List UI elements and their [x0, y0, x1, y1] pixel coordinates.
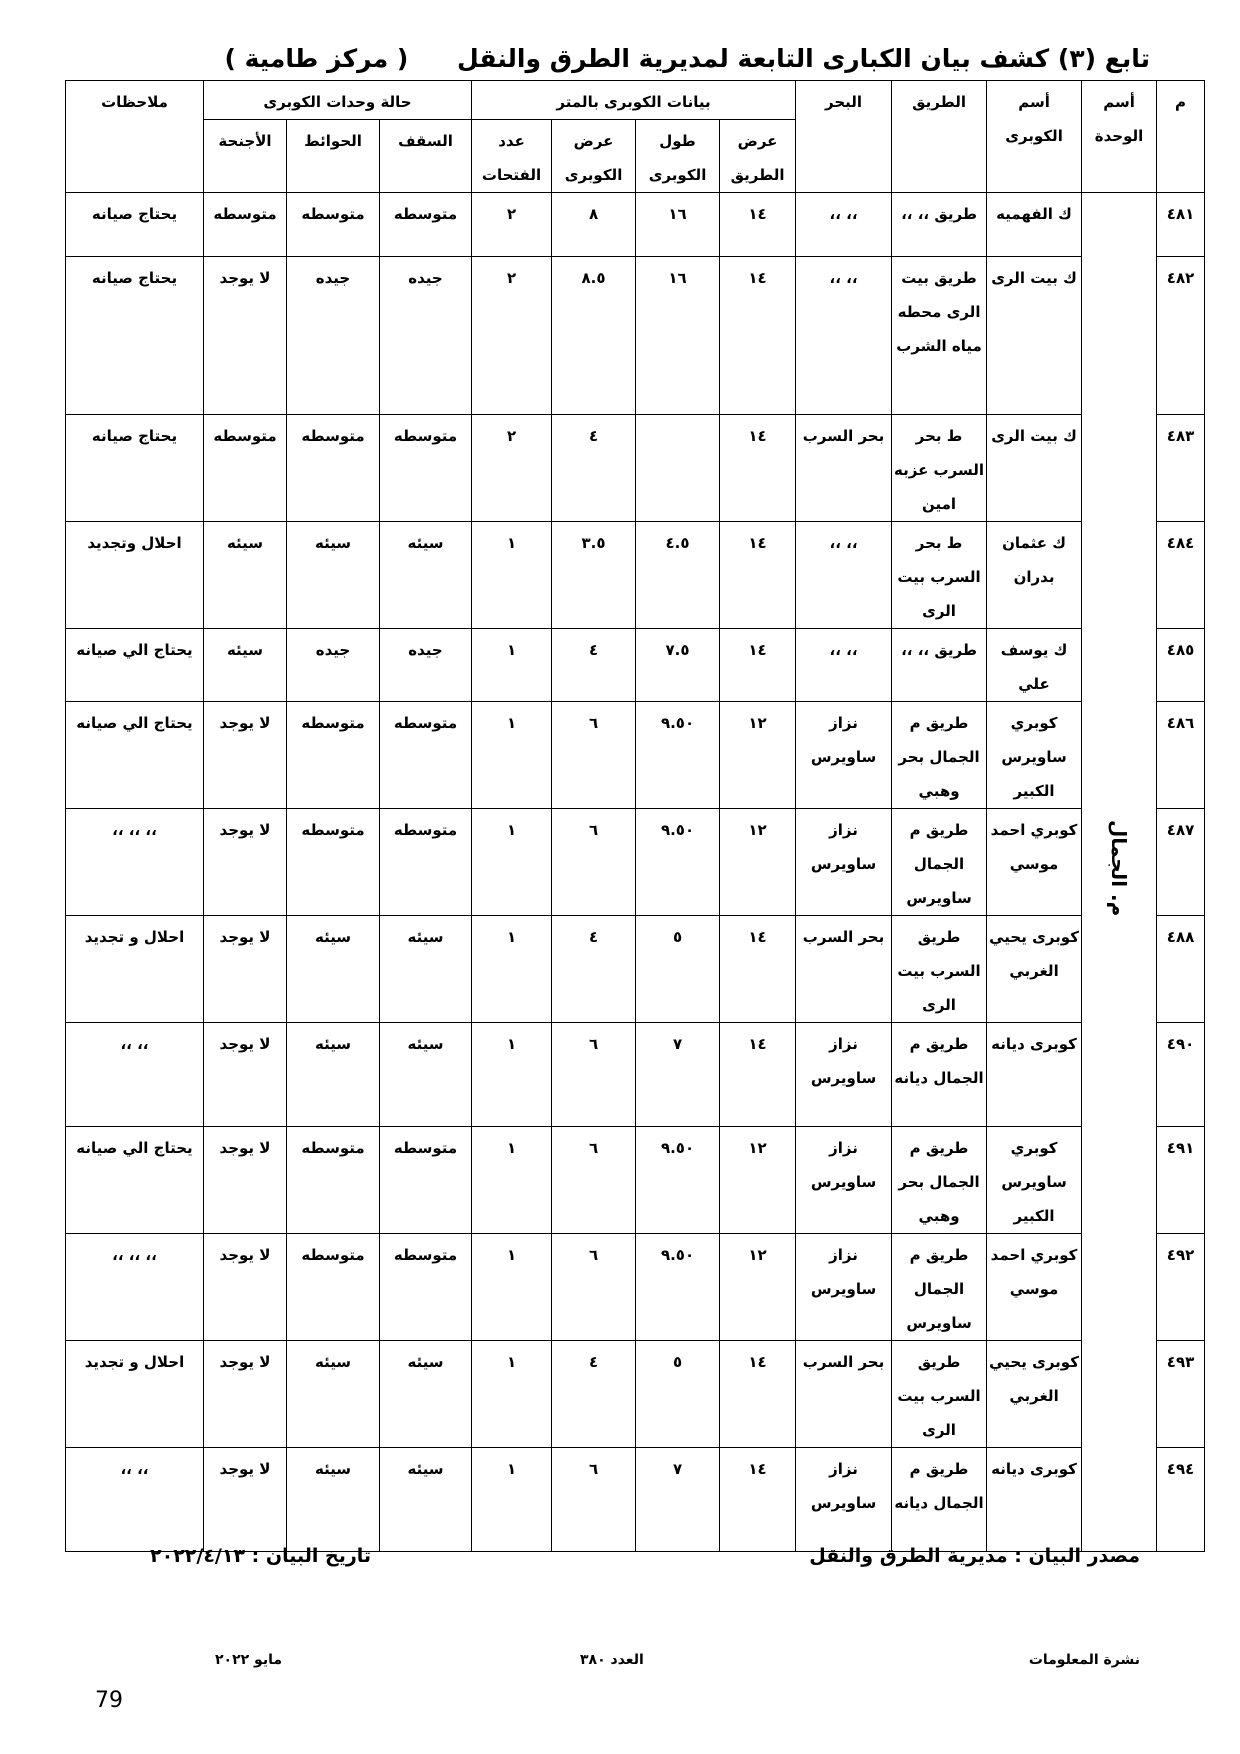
cell-wings: لا يوجد	[204, 1023, 287, 1127]
cell-length: ٩.٥٠	[636, 1127, 720, 1234]
cell-roof: سيئه	[380, 1448, 472, 1552]
cell-notes: ،، ،، ،،	[66, 809, 204, 916]
table-row	[66, 629, 1205, 702]
cell-bridge: كوبري ساويرس الكبير	[987, 1127, 1082, 1234]
cell-m: ٤٩٠	[1157, 1023, 1205, 1127]
cell-road-width: ١٤	[720, 916, 796, 1023]
cell-wings: سيئه	[204, 522, 287, 629]
cell-width: ٦	[552, 1127, 636, 1234]
cell-m: ٤٨٦	[1157, 702, 1205, 809]
cell-sea: ،، ،،	[796, 193, 892, 257]
cell-openings: ١	[472, 702, 552, 809]
cell-roof: متوسطه	[380, 415, 472, 522]
table-row	[66, 1234, 1205, 1341]
cell-notes: يحتاج الي صيانه	[66, 629, 204, 702]
cell-bridge: ك الفهميه	[987, 193, 1082, 257]
cell-width: ٨	[552, 193, 636, 257]
cell-road: طريق م الجمال ديانه	[892, 1023, 987, 1127]
cell-roof: سيئه	[380, 522, 472, 629]
cell-bridge: كوبرى ديانه	[987, 1448, 1082, 1552]
cell-wings: لا يوجد	[204, 702, 287, 809]
title-main: تابع (٣) كشف بيان الكبارى التابعة لمديرية الطرق والنقل	[457, 44, 1150, 73]
cell-notes: يحتاج صيانه	[66, 415, 204, 522]
cell-roof: جيده	[380, 257, 472, 415]
cell-m: ٤٨٣	[1157, 415, 1205, 522]
cell-bridge: ك بيت الرى	[987, 257, 1082, 415]
cell-sea: ،، ،،	[796, 629, 892, 702]
cell-bridge: ك يوسف علي	[987, 629, 1082, 702]
cell-wings: لا يوجد	[204, 1234, 287, 1341]
cell-wings: لا يوجد	[204, 916, 287, 1023]
cell-bridge: ك عثمان بدران	[987, 522, 1082, 629]
cell-length: ٤.٥	[636, 522, 720, 629]
cell-openings: ١	[472, 1127, 552, 1234]
cell-roof: متوسطه	[380, 1127, 472, 1234]
cell-sea: نزاز ساويرس	[796, 809, 892, 916]
cell-sea: ،، ،،	[796, 522, 892, 629]
cell-road: طريق م الجمال ساويرس	[892, 1234, 987, 1341]
cell-notes: ،، ،،	[66, 1448, 204, 1552]
cell-width: ٤	[552, 1341, 636, 1448]
cell-length: ٧.٥	[636, 629, 720, 702]
cell-road-width: ١٢	[720, 809, 796, 916]
table-row	[66, 1023, 1205, 1127]
cell-openings: ١	[472, 1341, 552, 1448]
cell-notes: احلال وتجديد	[66, 522, 204, 629]
cell-road-width: ١٤	[720, 1448, 796, 1552]
cell-m: ٤٨٧	[1157, 809, 1205, 916]
header-notes: ملاحظات	[66, 81, 204, 193]
cell-length: ٧	[636, 1023, 720, 1127]
cell-length	[636, 415, 720, 522]
cell-unit	[1082, 193, 1157, 1552]
cell-width: ٦	[552, 809, 636, 916]
cell-walls: جيده	[287, 629, 380, 702]
cell-road-width: ١٤	[720, 193, 796, 257]
cell-road: طريق م الجمال ديانه	[892, 1448, 987, 1552]
cell-road-width: ١٤	[720, 522, 796, 629]
table-row	[66, 916, 1205, 1023]
cell-notes: احلال و تجديد	[66, 916, 204, 1023]
cell-walls: متوسطه	[287, 193, 380, 257]
cell-notes: ،، ،، ،،	[66, 1234, 204, 1341]
cell-openings: ١	[472, 1448, 552, 1552]
cell-road: ط بحر السرب عزبه امين	[892, 415, 987, 522]
cell-walls: متوسطه	[287, 415, 380, 522]
cell-walls: متوسطه	[287, 1127, 380, 1234]
cell-openings: ٢	[472, 257, 552, 415]
cell-wings: لا يوجد	[204, 1127, 287, 1234]
table-row	[66, 702, 1205, 809]
cell-bridge: كوبري احمد موسي	[987, 809, 1082, 916]
cell-m: ٤٩١	[1157, 1127, 1205, 1234]
cell-sea: نزاز ساويرس	[796, 1127, 892, 1234]
cell-notes: يحتاج الي صيانه	[66, 702, 204, 809]
cell-roof: سيئه	[380, 1023, 472, 1127]
cell-walls: سيئه	[287, 1023, 380, 1127]
table-row	[66, 1127, 1205, 1234]
cell-bridge: كوبري ساويرس الكبير	[987, 702, 1082, 809]
cell-length: ٥	[636, 916, 720, 1023]
cell-road: طريق ،، ،،	[892, 193, 987, 257]
publication-name: نشرة المعلومات	[1028, 1652, 1140, 1668]
cell-sea: بحر السرب	[796, 916, 892, 1023]
cell-road-width: ١٤	[720, 1341, 796, 1448]
cell-m: ٤٨٢	[1157, 257, 1205, 415]
cell-length: ٧	[636, 1448, 720, 1552]
cell-wings: متوسطه	[204, 193, 287, 257]
cell-length: ٩.٥٠	[636, 809, 720, 916]
cell-roof: سيئه	[380, 916, 472, 1023]
cell-bridge: كوبري احمد موسي	[987, 1234, 1082, 1341]
cell-length: ٩.٥٠	[636, 1234, 720, 1341]
cell-openings: ١	[472, 629, 552, 702]
cell-m: ٤٩٤	[1157, 1448, 1205, 1552]
header-road: الطريق	[892, 81, 987, 193]
table-row	[66, 415, 1205, 522]
cell-width: ٦	[552, 1448, 636, 1552]
cell-bridge: كوبرى يحيي الغربي	[987, 916, 1082, 1023]
cell-roof: متوسطه	[380, 193, 472, 257]
cell-width: ٦	[552, 702, 636, 809]
cell-roof: سيئه	[380, 1341, 472, 1448]
header-m: م	[1157, 81, 1205, 193]
cell-notes: ،، ،،	[66, 1023, 204, 1127]
cell-road: طريق م الجمال ساويرس	[892, 809, 987, 916]
header-sea: البحر	[796, 81, 892, 193]
data-source: مصدر البيان : مديرية الطرق والنقل	[809, 1545, 1140, 1567]
issue-month: مايو ٢٠٢٢	[215, 1652, 283, 1668]
cell-m: ٤٩٢	[1157, 1234, 1205, 1341]
cell-m: ٤٩٣	[1157, 1341, 1205, 1448]
cell-walls: سيئه	[287, 1341, 380, 1448]
unit-name: م. الجمال	[1107, 819, 1132, 917]
cell-openings: ١	[472, 522, 552, 629]
table-row	[66, 193, 1205, 257]
header-unit: أسم الوحدة	[1082, 81, 1157, 193]
cell-width: ٣.٥	[552, 522, 636, 629]
cell-sea: ،، ،،	[796, 257, 892, 415]
cell-openings: ١	[472, 1023, 552, 1127]
cell-bridge: ك بيت الرى	[987, 415, 1082, 522]
cell-sea: نزاز ساويرس	[796, 1234, 892, 1341]
cell-openings: ١	[472, 916, 552, 1023]
cell-width: ٨.٥	[552, 257, 636, 415]
page-number: 79	[95, 1688, 123, 1713]
cell-width: ٤	[552, 415, 636, 522]
cell-walls: جيده	[287, 257, 380, 415]
cell-notes: يحتاج صيانه	[66, 257, 204, 415]
cell-width: ٤	[552, 916, 636, 1023]
cell-notes: يحتاج صيانه	[66, 193, 204, 257]
cell-openings: ١	[472, 809, 552, 916]
cell-sea: نزاز ساويرس	[796, 1023, 892, 1127]
cell-road: طريق السرب بيت الرى	[892, 1341, 987, 1448]
cell-walls: متوسطه	[287, 1234, 380, 1341]
cell-road: طريق م الجمال بحر وهبي	[892, 1127, 987, 1234]
header-openings: عدد الفتحات	[472, 120, 552, 193]
cell-roof: متوسطه	[380, 809, 472, 916]
cell-road-width: ١٢	[720, 1234, 796, 1341]
cell-wings: سيئه	[204, 629, 287, 702]
cell-length: ٩.٥٠	[636, 702, 720, 809]
cell-bridge: كوبرى يحيي الغربي	[987, 1341, 1082, 1448]
header-roof: السقف	[380, 120, 472, 193]
cell-road: طريق بيت الرى محطه مياه الشرب	[892, 257, 987, 415]
cell-length: ٥	[636, 1341, 720, 1448]
cell-road-width: ١٤	[720, 257, 796, 415]
cell-openings: ٢	[472, 415, 552, 522]
cell-sea: نزاز ساويرس	[796, 702, 892, 809]
cell-road: ط بحر السرب بيت الرى	[892, 522, 987, 629]
table-row	[66, 1341, 1205, 1448]
cell-width: ٦	[552, 1234, 636, 1341]
data-date: تاريخ البيان : ٢٠٢٢/٤/١٣	[150, 1545, 372, 1567]
cell-wings: لا يوجد	[204, 257, 287, 415]
table-row	[66, 522, 1205, 629]
cell-notes: يحتاج الي صيانه	[66, 1127, 204, 1234]
cell-walls: متوسطه	[287, 702, 380, 809]
cell-openings: ١	[472, 1234, 552, 1341]
cell-wings: متوسطه	[204, 415, 287, 522]
cell-width: ٤	[552, 629, 636, 702]
cell-road-width: ١٤	[720, 629, 796, 702]
cell-roof: متوسطه	[380, 702, 472, 809]
cell-wings: لا يوجد	[204, 1341, 287, 1448]
cell-roof: متوسطه	[380, 1234, 472, 1341]
issue-number: العدد ٣٨٠	[580, 1652, 644, 1668]
header-bridge-width: عرض الكوبرى	[552, 120, 636, 193]
table-row	[66, 257, 1205, 415]
cell-bridge: كوبرى ديانه	[987, 1023, 1082, 1127]
header-walls: الحوائط	[287, 120, 380, 193]
cell-road: طريق م الجمال بحر وهبي	[892, 702, 987, 809]
cell-road-width: ١٢	[720, 702, 796, 809]
bridges-table	[65, 80, 1205, 1552]
cell-road: طريق السرب بيت الرى	[892, 916, 987, 1023]
cell-sea: بحر السرب	[796, 1341, 892, 1448]
cell-road-width: ١٤	[720, 415, 796, 522]
title-center: ( مركز طامية )	[224, 44, 409, 73]
cell-sea: نزاز ساويرس	[796, 1448, 892, 1552]
cell-road-width: ١٢	[720, 1127, 796, 1234]
cell-walls: سيئه	[287, 522, 380, 629]
header-wings: الأجنحة	[204, 120, 287, 193]
header-condition-group: حالة وحدات الكوبرى	[204, 81, 472, 120]
cell-width: ٦	[552, 1023, 636, 1127]
cell-length: ١٦	[636, 257, 720, 415]
cell-sea: بحر السرب	[796, 415, 892, 522]
cell-m: ٤٨٨	[1157, 916, 1205, 1023]
table-row	[66, 809, 1205, 916]
cell-openings: ٢	[472, 193, 552, 257]
cell-m: ٤٨٤	[1157, 522, 1205, 629]
cell-walls: سيئه	[287, 1448, 380, 1552]
cell-length: ١٦	[636, 193, 720, 257]
cell-wings: لا يوجد	[204, 1448, 287, 1552]
header-bridge: أسم الكوبرى	[987, 81, 1082, 193]
header-road-width: عرض الطريق	[720, 120, 796, 193]
cell-walls: متوسطه	[287, 809, 380, 916]
cell-road: طريق ،، ،،	[892, 629, 987, 702]
cell-m: ٤٨١	[1157, 193, 1205, 257]
cell-road-width: ١٤	[720, 1023, 796, 1127]
table-row	[66, 1448, 1205, 1552]
cell-notes: احلال و تجديد	[66, 1341, 204, 1448]
header-bridge-length: طول الكوبرى	[636, 120, 720, 193]
page-title	[60, 44, 1150, 73]
cell-walls: سيئه	[287, 916, 380, 1023]
cell-wings: لا يوجد	[204, 809, 287, 916]
cell-roof: جيده	[380, 629, 472, 702]
cell-m: ٤٨٥	[1157, 629, 1205, 702]
header-data-group: بيانات الكوبرى بالمتر	[472, 81, 796, 120]
